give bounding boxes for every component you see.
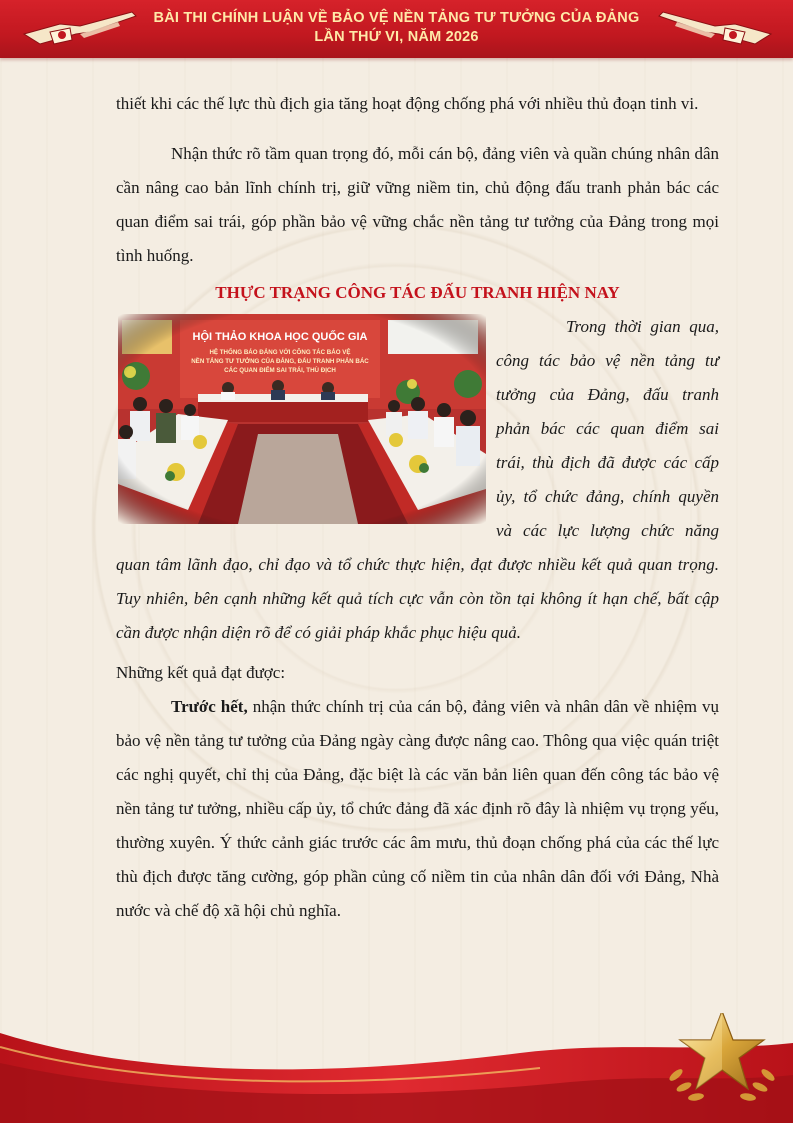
- header-title: [150, 9, 643, 47]
- article-body: [116, 87, 719, 928]
- section-title: THỰC TRẠNG CÔNG TÁC ĐẤU TRANH HIỆN NAY: [215, 283, 620, 302]
- paragraph-3: Trong thời gian qua, công tác bảo vệ nền tảng tư tưởng của Đảng, đấu tranh phản bác các quan điểm sai trái, thù địch đã được các cấp ủy, tổ chức đảng, chính quyền và các lực lượng chức năng quan tâm lãnh đạo, chỉ đạo và tổ chức thực hiện, đạt được nhiều kết quả quan trọng. Tuy nhiên, bên cạnh những kết quả tích cực vẫn còn tồn tại không ít hạn chế, bất cập cần được nhận diện rõ để có giải pháp khắc phục hiệu quả.: [116, 317, 719, 642]
- paragraph-2: Nhận thức rõ tầm quan trọng đó, mỗi cán bộ, đảng viên và quần chúng nhân dân cần nâng cao bản lĩnh chính trị, giữ vững niềm tin, chủ động đấu tranh phản bác các quan điểm sai trái, góp phần bảo vệ vững chắc nền tảng tư tưởng của Đảng trong mọi tình huống.: [116, 144, 719, 265]
- header-title-line1: BÀI THI CHÍNH LUẬN VỀ BẢO VỆ NỀN TẢNG TƯ TƯỞNG CỦA ĐẢNG: [153, 10, 640, 26]
- drum-emblem-icon: [655, 4, 775, 54]
- conference-photo: [118, 314, 486, 524]
- conference-photo-image: [118, 314, 486, 524]
- paragraph-5-text: nhận thức chính trị của cán bộ, đảng viên và nhân dân về nhiệm vụ bảo vệ nền tảng tư tưởng của Đảng ngày càng được nâng cao. Thông qua việc quán triệt các nghị quyết, chỉ thị của Đảng, đặc biệt là các văn bản liên quan đến công tác bảo vệ nền tảng tư tưởng, nhiều cấp ủy, tổ chức đảng đã xác định rõ đây là nhiệm vụ trọng yếu, thường xuyên. Ý thức cảnh giác trước các âm mưu, thủ đoạn chống phá của các thế lực thù địch được tăng cường, góp phần củng cố niềm tin của nhân dân đối với Đảng, Nhà nước và chế độ xã hội chủ nghĩa.: [116, 697, 719, 920]
- paragraph-5: [116, 690, 719, 928]
- paragraph-4: Những kết quả đạt được:: [116, 663, 286, 682]
- header-title-line2: LẦN THỨ VI, NĂM 2026: [314, 29, 479, 45]
- paragraph-5-lead: Trước hết,: [171, 697, 248, 716]
- header-banner: [0, 0, 793, 58]
- footer-decoration: [0, 1013, 793, 1123]
- paragraph-1: thiết khi các thế lực thù địch gia tăng hoạt động chống phá với nhiều thủ đoạn tinh vi.: [116, 94, 699, 113]
- drum-emblem-icon: [20, 4, 140, 54]
